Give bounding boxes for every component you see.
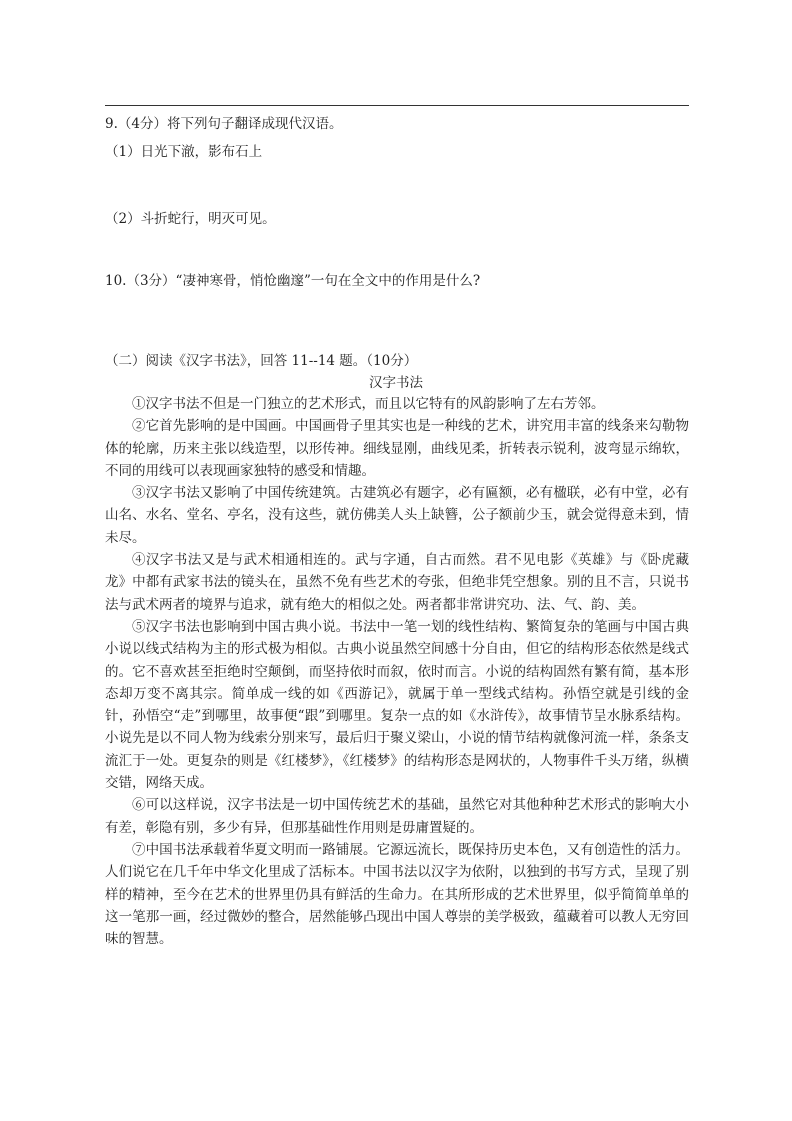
article-paragraph-7: ⑦中国书法承载着华夏文明而一路铺展。它源远流长，既保持历史本色，又有创造性的活力。人们说它在几千年中华文化里成了活标本。中国书法以汉字为依附，以独到的书写方式，呈现了别样的精神，至今在艺术的世界里仍具有鲜活的生命力。在其所形成的艺术世界里，似乎简简单单的这一笔那一画，经过微妙的整合，居然能够凸现出中国人尊崇的美学极致，蕴藏着可以教人无穷回味的智慧。 [105,841,689,948]
article-paragraph-5: ⑤汉字书法也影响到中国古典小说。书法中一笔一划的线性结构、繁简复杂的笔画与中国古典小说以线式结构为主的形式极为相似。古典小说虽然空间感十分自由，但它的结构形态依然是线式的。它不喜欢甚至拒绝时空颠倒，而坚持依时而叙，依时而言。小说的结构固然有繁有简，基本形态却万变不离其宗。简单成一线的如《西游记》，就属于单一型线式结构。孙悟空就是引线的金针，孙悟空“走”到哪里，故事便“跟”到哪里。复杂一点的如《水浒传》，故事情节呈水脉系结构。小说先是以不同人物为线索分别来写，最后归于聚义梁山，小说的情节结构就像河流一样，条条支流汇于一处。更复杂的则是《红楼梦》，《红楼梦》的结构形态是网状的，人物事件千头万绪，纵横交错，网络天成。 [105,618,689,792]
article-paragraph-1: ①汉字书法不但是一门独立的艺术形式，而且以它特有的风韵影响了左右芳邻。 [132,396,605,412]
header-rule [105,105,689,106]
article-paragraph-6: ⑥可以这样说，汉字书法是一切中国传统艺术的基础，虽然它对其他种种艺术形式的影响大小有差，彰隐有别，多少有异，但那基础性作用则是毋庸置疑的。 [105,797,689,836]
article-paragraph-3: ③汉字书法又影响了中国传统建筑。古建筑必有题字，必有匾额，必有楹联，必有中堂，必有山名、水名、堂名、亭名，没有这些，就仿佛美人头上缺簪，公子额前少玉，就会觉得意未到，情未尽。 [105,485,689,546]
article-paragraph-4: ④汉字书法又是与武术相通相连的。武与字通，自古而然。君不见电影《英雄》与《卧虎藏龙》中都有武家书法的镜头在，虽然不免有些艺术的夸张，但绝非凭空想象。别的且不言，只说书法与武术两者的境界与追求，就有绝大的相似之处。两者都非常讲究功、法、气、韵、美。 [105,552,689,613]
question-9-stem: 9.（4分）将下列句子翻译成现代汉语。 [105,116,343,132]
article-paragraph-2: ②它首先影响的是中国画。中国画骨子里其实也是一种线的艺术，讲究用丰富的线条来勾勒物体的轮廓，历来主张以线造型，以形传神。细线显刚，曲线见柔，折转表示锐利，波弯显示绵软，不同的用线可以表现画家独特的感受和情趣。 [105,418,689,479]
question-9-item-1: （1）日光下澈，影布石上 [105,144,263,160]
section-2-instruction: （二）阅读《汉字书法》，回答 11--14 题。（10分） [105,353,418,369]
article-title: 汉字书法 [369,375,423,391]
article-body [105,393,689,950]
question-9-item-2: （2）斗折蛇行，明灭可见。 [105,211,276,227]
question-10-stem: 10.（3分）“凄神寒骨，悄怆幽邃”一句在全文中的作用是什么? [105,273,481,289]
